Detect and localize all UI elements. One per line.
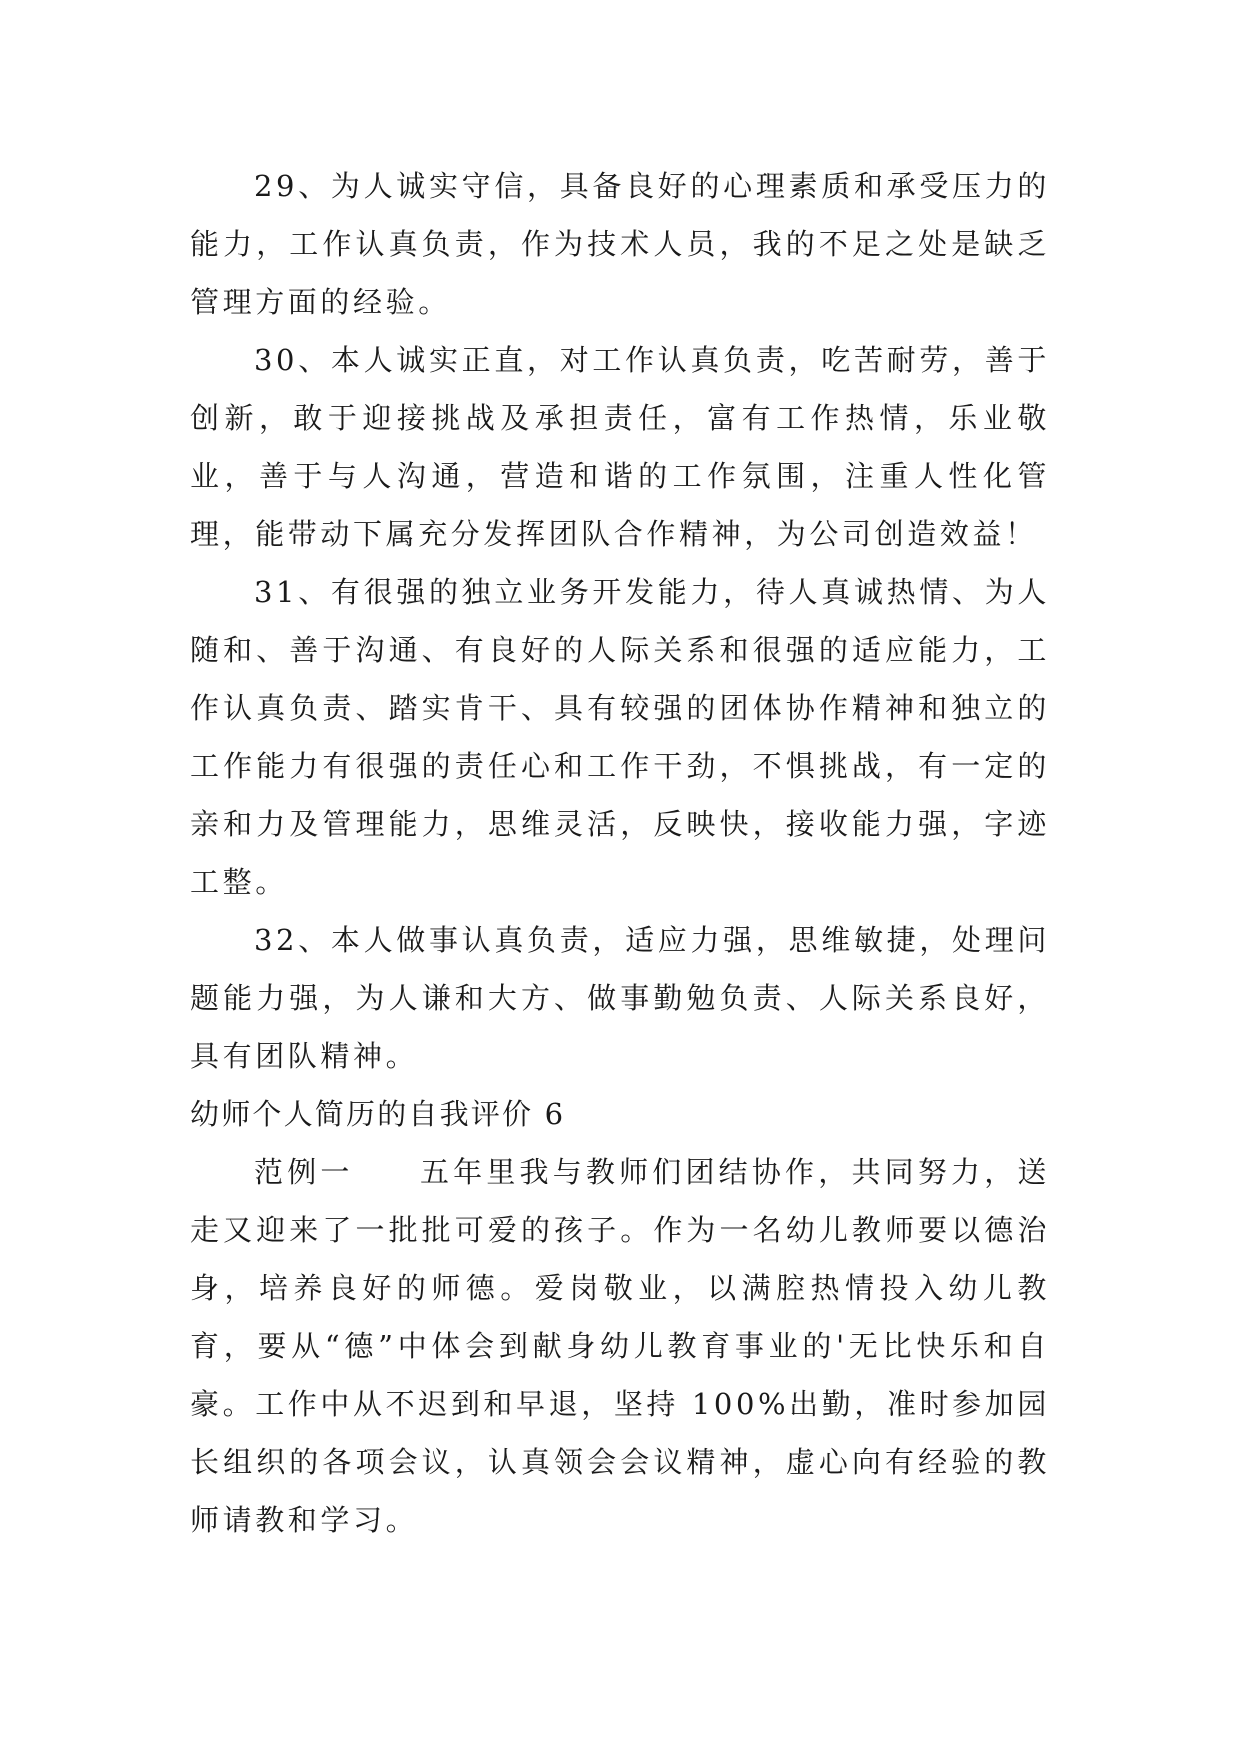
paragraph-29: 29、为人诚实守信，具备良好的心理素质和承受压力的能力，工作认真负责，作为技术人员，我的不足之处是缺乏管理方面的经验。 <box>190 169 1050 319</box>
paragraph-32: 32、本人做事认真负责，适应力强，思维敏捷，处理问题能力强，为人谦和大方、做事勤勉负责、人际关系良好，具有团队精神。 <box>190 923 1050 1073</box>
paragraph-31: 31、有很强的独立业务开发能力，待人真诚热情、为人随和、善于沟通、有良好的人际关系和很强的适应能力，工作认真负责、踏实肯干、具有较强的团体协作精神和独立的工作能力有很强的责任心和工作干劲，不惧挑战，有一定的亲和力及管理能力，思维灵活，反映快，接收能力强，字迹工整。 <box>190 575 1050 899</box>
section-heading: 幼师个人简历的自我评价 6 <box>190 1097 566 1131</box>
paragraph-30: 30、本人诚实正直，对工作认真负责，吃苦耐劳，善于创新，敢于迎接挑战及承担责任，富有工作热情，乐业敬业，善于与人沟通，营造和谐的工作氛围，注重人性化管理，能带动下属充分发挥团队合作精神，为公司创造效益！ <box>190 343 1050 551</box>
example-paragraph: 范例一 五年里我与教师们团结协作，共同努力，送走又迎来了一批批可爱的孩子。作为一名幼儿教师要以德治身，培养良好的师德。爱岗敬业，以满腔热情投入幼儿教育，要从“德”中体会到献身幼儿教育事业的'无比快乐和自豪。工作中从不迟到和早退，坚持 100%出勤，准时参加园长组织的各项会议，认真领会会议精神，虚心向有经验的教师请教和学习。 <box>190 1155 1050 1537</box>
document-body <box>190 157 1050 1549</box>
